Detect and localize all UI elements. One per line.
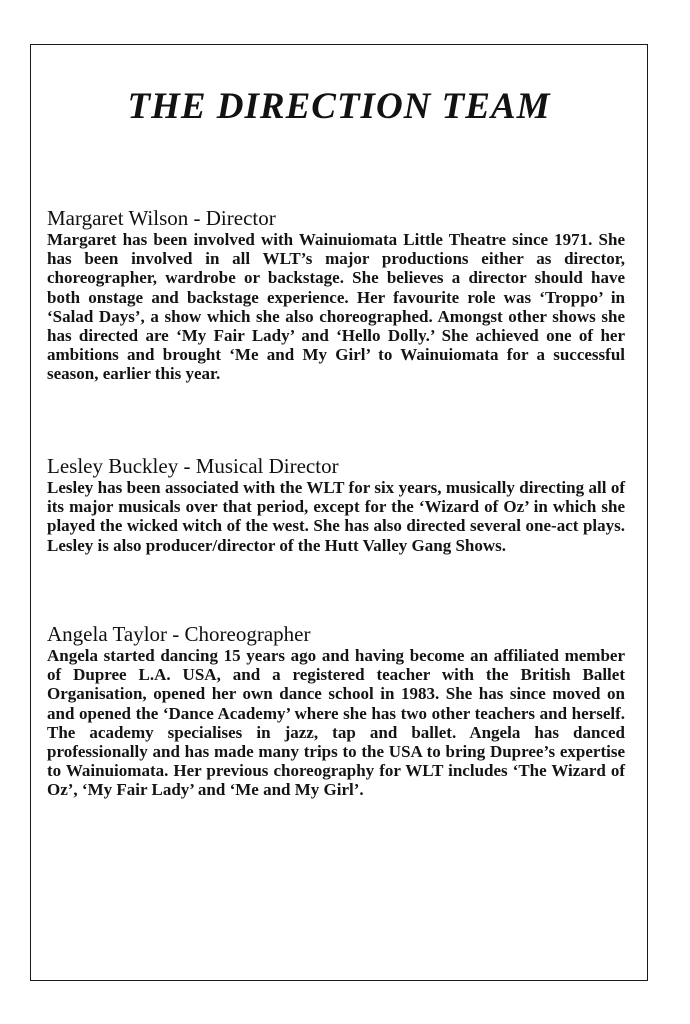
section-angela-taylor	[47, 623, 625, 800]
section-heading: Lesley Buckley - Musical Director	[47, 454, 339, 478]
page-title: THE DIRECTION TEAM	[127, 86, 551, 127]
section-heading: Margaret Wilson - Director	[47, 206, 276, 230]
section-margaret-wilson	[47, 207, 625, 384]
page-frame	[30, 44, 648, 981]
section-lesley-buckley	[47, 455, 625, 555]
section-body: Angela started dancing 15 years ago and having become an affiliated member of Dupree L.A. USA, and a registered teacher with the British Ballet Organisation, opened her own dance school in 1983. She has since moved on and opened the ‘Dance Academy’ where she has two other teachers and herself. The academy specialises in jazz, tap and ballet. Angela has danced professionally and has made many trips to the USA to bring Dupree’s expertise to Wainuiomata. Her previous choreography for WLT includes ‘The Wizard of Oz’, ‘My Fair Lady’ and ‘Me and My Girl’.	[47, 646, 625, 800]
section-body: Lesley has been associated with the WLT for six years, musically directing all of its major musicals over that period, except for the ‘Wizard of Oz’ in which she played the wicked witch of the west. She has also directed several one-act plays. Lesley is also producer/director of the Hutt Valley Gang Shows.	[47, 478, 625, 555]
section-body: Margaret has been involved with Wainuiomata Little Theatre since 1971. She has been involved in all WLT’s major productions either as director, choreographer, wardrobe or backstage. She believes a director should have both onstage and backstage experience. Her favourite role was ‘Troppo’ in ‘Salad Days’, a show which she also choreographed. Amongst other shows she has directed are ‘My Fair Lady’ and ‘Hello Dolly.’ She achieved one of her ambitions and brought ‘Me and My Girl’ to Wainuiomata for a successful season, earlier this year.	[47, 230, 625, 384]
section-heading: Angela Taylor - Choreographer	[47, 622, 311, 646]
